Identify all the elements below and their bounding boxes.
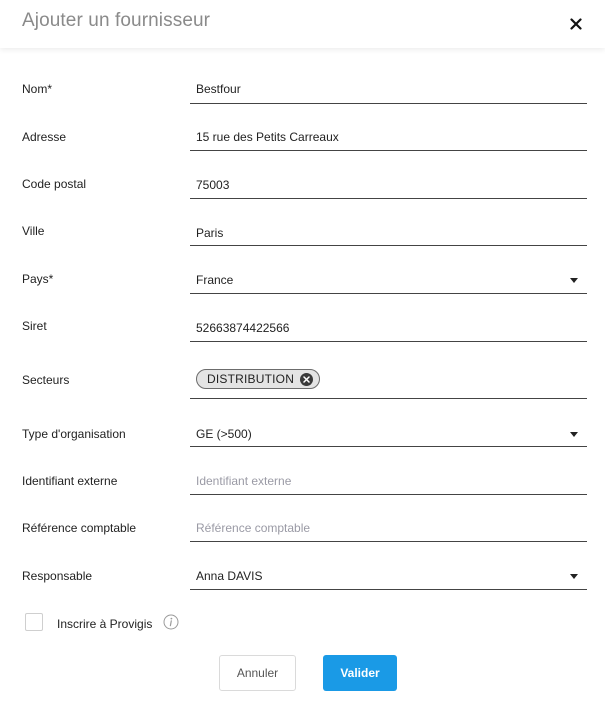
adresse-value: 15 rue des Petits Carreaux [196,130,339,144]
pays-value: France [196,273,234,287]
responsable-select[interactable] [190,566,587,590]
responsable-value: Anna DAVIS [196,569,263,583]
provigis-label: Inscrire à Provigis [57,617,153,631]
secteurs-field[interactable] [190,369,587,399]
code-postal-field[interactable] [190,175,587,199]
provigis-checkbox[interactable] [25,613,43,631]
ville-value: Paris [196,226,224,240]
type-organisation-label: Type d'organisation [22,427,126,441]
remove-chip-button[interactable] [300,373,313,386]
nom-value: Bestfour [196,82,241,96]
pays-select[interactable] [190,270,587,294]
chevron-down-icon [570,432,578,437]
type-organisation-select[interactable] [190,423,587,447]
chevron-down-icon [570,574,578,579]
siret-field[interactable] [190,317,587,342]
cancel-button[interactable]: Annuler [219,655,296,691]
row-reference-comptable [0,518,605,558]
nom-label: Nom* [22,82,53,96]
row-identifiant-externe [0,470,605,510]
row-adresse [0,127,605,167]
reference-comptable-label: Référence comptable [22,521,137,535]
row-code-postal [0,175,605,215]
close-icon [570,18,582,30]
sector-chip-label: DISTRIBUTION [207,372,295,386]
code-postal-label: Code postal [22,177,87,191]
submit-button[interactable]: Valider [323,655,397,691]
row-type-organisation [0,423,605,463]
siret-label: Siret [22,319,47,333]
row-siret [0,317,605,357]
close-icon [303,376,310,383]
ville-field[interactable] [190,223,587,246]
identifiant-externe-placeholder: Identifiant externe [196,474,292,488]
code-postal-value: 75003 [196,178,230,192]
siret-value: 52663874422566 [196,321,290,335]
secteurs-label: Secteurs [22,373,70,387]
row-secteurs [0,369,605,409]
identifiant-externe-label: Identifiant externe [22,474,118,488]
chevron-down-icon [570,278,578,283]
row-ville [0,223,605,263]
identifiant-externe-input[interactable] [190,470,587,495]
close-button[interactable] [565,13,587,35]
row-pays [0,270,605,310]
row-responsable [0,566,605,606]
sector-chip [196,369,320,389]
adresse-field[interactable] [190,127,587,151]
row-nom [0,80,605,120]
responsable-label: Responsable [22,569,93,583]
reference-comptable-placeholder: Référence comptable [196,521,311,535]
dialog-header [0,0,605,48]
adresse-label: Adresse [22,130,67,144]
ville-label: Ville [22,224,45,238]
dialog-title: Ajouter un fournisseur [22,10,211,31]
nom-field[interactable] [190,80,587,104]
reference-comptable-input[interactable] [190,518,587,542]
pays-label: Pays* [22,272,54,286]
type-organisation-value: GE (>500) [196,427,252,441]
info-icon[interactable] [163,614,179,630]
